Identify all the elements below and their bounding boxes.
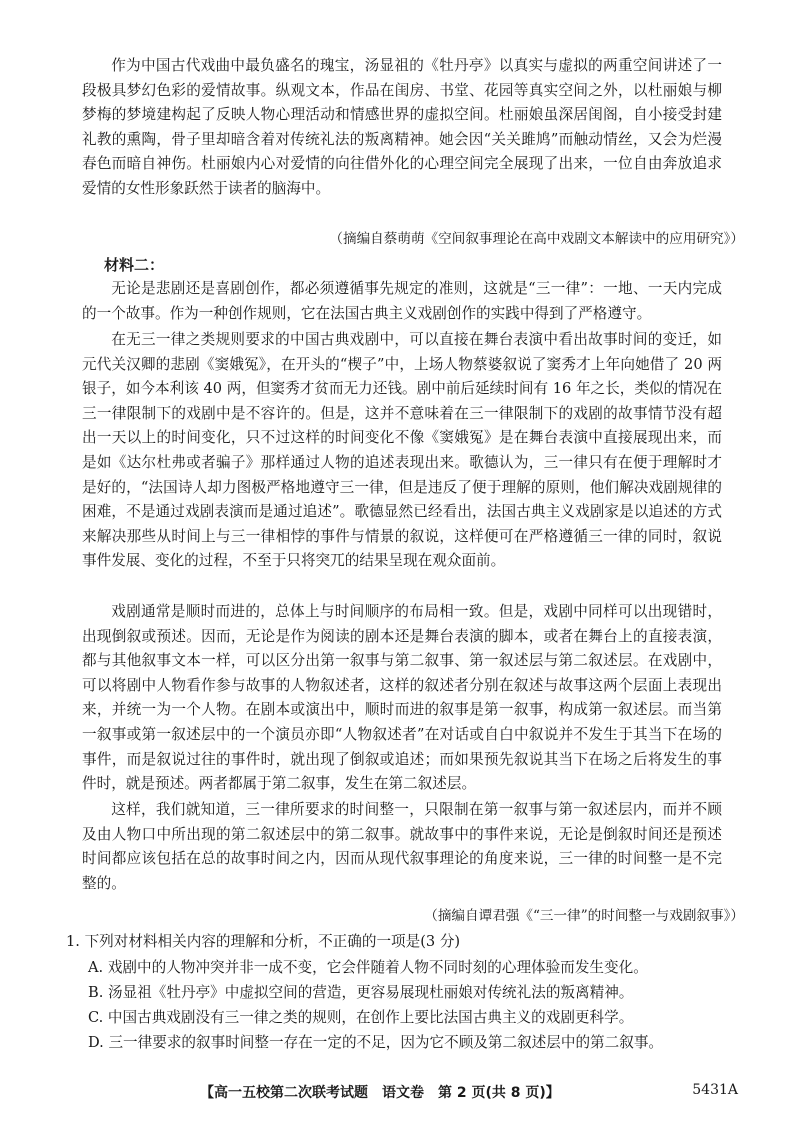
material-two-paragraph-3: 戏剧通常是顺时而进的，总体上与时间顺序的布局相一致。但是，戏剧中同样可以出现错时，出现倒叙或预述。因而，无论是作为阅读的剧本还是舞台表演的脚本，或者在舞台上的直接表演，都与其他叙事文本一样，可以区分出第一叙事与第二叙事、第一叙述层与第二叙述层。在戏剧中，可以将剧中人物看作参与故事的人物叙述者，这样的叙述者分别在叙述与故事这两个层面上表现出来，并统一为一个人物。在剧本或演出中，顺时而进的叙事是第一叙事，构成第一叙述层。而当第一叙事或第一叙述层中的一个演员亦即“人物叙述者”在对话或自白中叙说并不发生于其当下在场的事件，而是叙说过往的事件时，就出现了倒叙或追述；而如果预先叙说其当下在场之后将发生的事件时，就是预述。两者都属于第二叙事，发生在第二叙述层。 bbox=[82, 603, 722, 793]
material-two-source: （摘编自谭君强《“三一律”的时间整一与戏剧叙事》） bbox=[424, 908, 744, 924]
option-b[interactable]: B. 汤显祖《牡丹亭》中虚拟空间的营造，更容易展现杜丽娘对传统礼法的叛离精神。 bbox=[88, 984, 634, 1001]
material-one-paragraph: 作为中国古代戏曲中最负盛名的瑰宝，汤显祖的《牡丹亭》以真实与虚拟的两重空间讲述了一段极具梦幻色彩的爱情故事。纵观文本，作品在闺房、书堂、花园等真实空间之外，以杜丽娘与柳梦梅的梦境建构起了反映人物心理活动和情感世界的虚拟空间。杜丽娘虽深居闺阁，自小接受封建礼教的熏陶，骨子里却暗含着对传统礼法的叛离精神。她会因“关关雎鸠”而触动情丝，又会为烂漫春色而暗自神伤。杜丽娘内心对爱情的向往借外化的心理空间完全展现了出来，一位自由奔放追求爱情的女性形象跃然于读者的脑海中。 bbox=[82, 57, 722, 197]
option-c[interactable]: C. 中国古典戏剧没有三一律之类的规则，在创作上要比法国古典主义的戏剧更科学。 bbox=[88, 1009, 634, 1026]
material-two-paragraph-4: 这样，我们就知道，三一律所要求的时间整一，只限制在第一叙事与第一叙述层内，而并不顾及由人物口中所出现的第二叙述层中的第二叙事。就故事中的事件来说，无论是倒叙时间还是预述时间都应该包括在总的故事时间之内，因而从现代叙事理论的角度来说，三一律的时间整一是不完整的。 bbox=[82, 801, 722, 892]
page-footer bbox=[0, 1082, 800, 1106]
material-two-heading: 材料二： bbox=[104, 256, 165, 274]
footer-code: 5431A bbox=[692, 1082, 738, 1098]
material-two-paragraph-1: 无论是悲剧还是喜剧创作，都必须遵循事先规定的准则，这就是“三一律”：一地、一天内完成的一个故事。作为一种创作规则，它在法国古典主义戏剧创作的实践中得到了严格遵守。 bbox=[82, 280, 722, 322]
material-two-paragraph-2: 在无三一律之类规则要求的中国古典戏剧中，可以直接在舞台表演中看出故事时间的变迁，如元代关汉卿的悲剧《窦娥冤》，在开头的“楔子”中，上场人物蔡婆叙说了窦秀才上年向她借了 20 两银子，如今本利该 40 两，但窦秀才贫而无力还钱。剧中前后延续时间有 16 年之长，类似的情况在三一律限制下的戏剧中是不容许的。但是，这并不意味着在三一律限制下的戏剧的故事情节没有超出一天以上的时间变化，只不过这样的时间变化不像《窦娥冤》是在舞台表演中直接展现出来，而是如《达尔杜弗或者骗子》那样通过人物的追述表现出来。歌德认为，三一律只有在便于理解时才是好的，“法国诗人却力图极严格地遵守三一律，但是违反了便于理解的原则，他们解决戏剧规律的困难，不是通过戏剧表演而是通过追述”。歌德显然已经看出，法国古典主义戏剧家是以追述的方式来解决那些从时间上与三一律相悖的事件与情景的叙说，这样便可在严格遵循三一律的同时，叙说事件发展、变化的过程，不至于只将突兀的结果呈现在观众面前。 bbox=[82, 331, 722, 570]
option-a[interactable]: A. 戏剧中的人物冲突并非一成不变，它会伴随着人物不同时刻的心理体验而发生变化。 bbox=[88, 959, 648, 976]
option-d[interactable]: D. 三一律要求的叙事时间整一存在一定的不足，因为它不顾及第二叙述层中的第二叙事。 bbox=[88, 1034, 664, 1051]
material-one-source: （摘编自蔡萌萌《空间叙事理论在高中戏剧文本解读中的应用研究》） bbox=[329, 231, 744, 247]
footer-title: 【高一五校第二次联考试题 语文卷 第 2 页(共 8 页)】 bbox=[200, 1085, 560, 1101]
question-stem: 1. 下列对材料相关内容的理解和分析，不正确的一项是(3 分) bbox=[66, 933, 461, 950]
